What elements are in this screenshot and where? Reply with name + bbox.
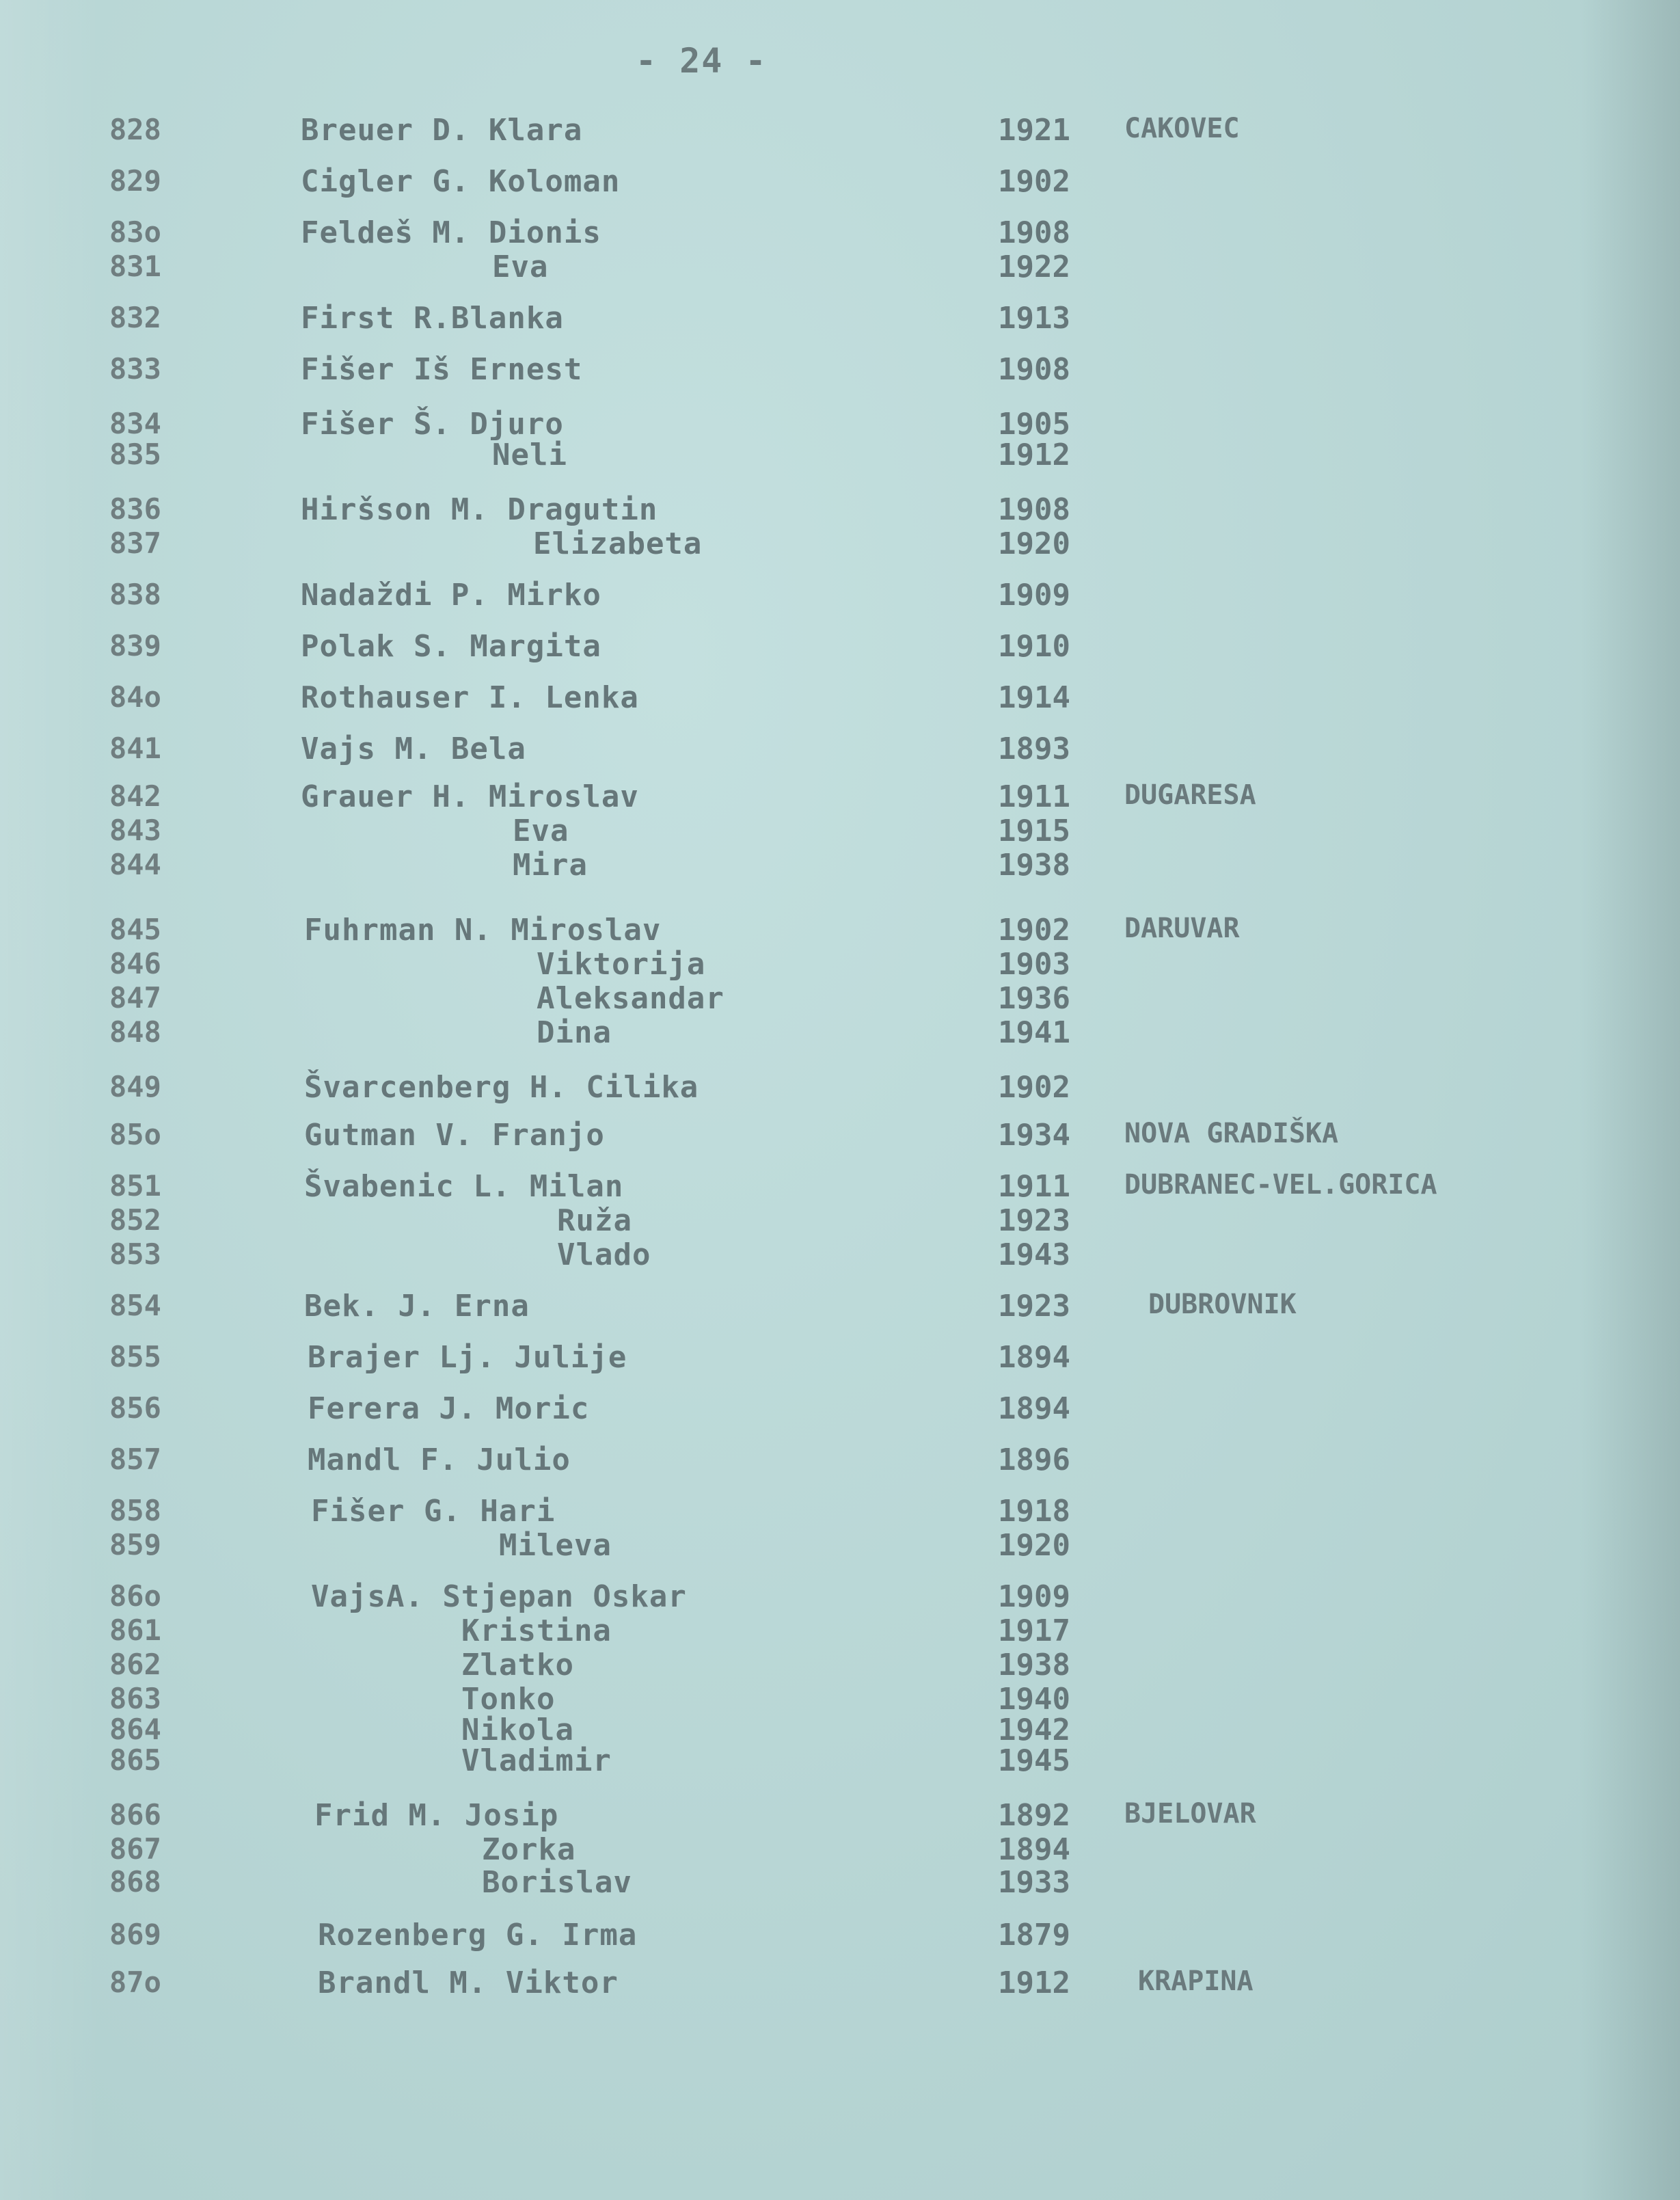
entry-name: Polak S. Margita [301, 629, 601, 664]
entry-name: First R.Blanka [301, 301, 564, 336]
entry-number: 868 [109, 1865, 161, 1899]
entry-place: DUGARESA [1124, 779, 1256, 811]
entry-name: Kristina [461, 1613, 612, 1648]
entry-year: 1894 [998, 1832, 1070, 1867]
list-item [0, 1391, 1680, 1439]
entry-name: Hiršson M. Dragutin [301, 492, 658, 527]
entry-name: Eva [492, 250, 549, 284]
entry-year: 1917 [998, 1613, 1070, 1648]
entry-year: 1908 [998, 215, 1070, 250]
entry-name: Aleksandar [537, 981, 724, 1016]
entry-year: 1940 [998, 1682, 1070, 1717]
entry-name: Rothauser I. Lenka [301, 680, 639, 715]
entry-name: Zlatko [461, 1648, 574, 1682]
entry-name: Dina [537, 1015, 612, 1050]
entry-number: 835 [109, 438, 161, 471]
entry-year: 1933 [998, 1865, 1070, 1900]
entry-name: Viktorija [537, 947, 706, 982]
entry-number: 832 [109, 301, 161, 334]
entry-year: 1912 [998, 1966, 1070, 2000]
entry-year: 1913 [998, 301, 1070, 336]
list-item [0, 1070, 1680, 1118]
entry-number: 831 [109, 250, 161, 283]
list-item [0, 1237, 1680, 1285]
entry-name: Mileva [499, 1528, 612, 1563]
entry-year: 1902 [998, 913, 1070, 948]
entry-number: 848 [109, 1015, 161, 1049]
entry-number: 83o [109, 215, 161, 249]
entry-year: 1894 [998, 1391, 1070, 1426]
entry-year: 1912 [998, 438, 1070, 472]
entry-number: 852 [109, 1203, 161, 1237]
list-item [0, 1966, 1680, 2013]
entry-year: 1903 [998, 947, 1070, 982]
entry-place: KRAPINA [1138, 1966, 1254, 1997]
list-item [0, 629, 1680, 677]
entry-number: 828 [109, 113, 161, 146]
entry-name: Frid M. Josip [314, 1798, 559, 1833]
entry-year: 1943 [998, 1237, 1070, 1272]
entry-year: 1918 [998, 1494, 1070, 1529]
entry-number: 836 [109, 492, 161, 526]
entry-name: Breuer D. Klara [301, 113, 583, 148]
list-item [0, 680, 1680, 728]
entry-number: 829 [109, 164, 161, 198]
entry-number: 862 [109, 1648, 161, 1681]
entry-name: Fišer Š. Djuro [301, 407, 564, 442]
entry-year: 1923 [998, 1203, 1070, 1238]
list-item [0, 1528, 1680, 1576]
entry-name: VajsA. Stjepan Oskar [311, 1579, 687, 1614]
entry-number: 854 [109, 1289, 161, 1322]
entry-number: 842 [109, 779, 161, 813]
entry-number: 855 [109, 1340, 161, 1373]
entry-year: 1938 [998, 848, 1070, 883]
entry-number: 87o [109, 1966, 161, 1999]
entry-number: 851 [109, 1169, 161, 1203]
entry-name: Švarcenberg H. Cilika [304, 1070, 699, 1105]
entry-year: 1922 [998, 250, 1070, 284]
entry-name: Nadaždi P. Mirko [301, 578, 601, 613]
entry-year: 1911 [998, 779, 1070, 814]
entry-name: Ferera J. Moric [308, 1391, 590, 1426]
entry-year: 1936 [998, 981, 1070, 1016]
list-item [0, 301, 1680, 349]
entry-year: 1879 [998, 1918, 1070, 1953]
entry-name: Brandl M. Viktor [318, 1966, 619, 2000]
entry-number: 843 [109, 814, 161, 847]
entry-year: 1915 [998, 814, 1070, 848]
entry-name: Mira [513, 848, 588, 883]
entry-number: 833 [109, 352, 161, 386]
list-item [0, 113, 1680, 161]
entry-number: 869 [109, 1918, 161, 1951]
entry-year: 1911 [998, 1169, 1070, 1204]
entry-place: CAKOVEC [1124, 113, 1240, 144]
entry-number: 859 [109, 1528, 161, 1561]
entry-number: 838 [109, 578, 161, 611]
entry-year: 1902 [998, 164, 1070, 199]
entry-name: Švabenic L. Milan [304, 1169, 624, 1204]
entry-year: 1905 [998, 407, 1070, 442]
entry-number: 856 [109, 1391, 161, 1425]
entry-name: Brajer Lj. Julije [308, 1340, 627, 1375]
entry-year: 1896 [998, 1443, 1070, 1477]
entry-year: 1942 [998, 1713, 1070, 1747]
entry-place: DUBROVNIK [1148, 1289, 1297, 1320]
entry-year: 1938 [998, 1648, 1070, 1682]
list-item [0, 352, 1680, 400]
entry-number: 861 [109, 1613, 161, 1647]
entry-name: Fuhrman N. Miroslav [304, 913, 662, 948]
entry-name: Borislav [482, 1865, 632, 1900]
entry-year: 1902 [998, 1070, 1070, 1105]
entry-year: 1921 [998, 113, 1070, 148]
entry-number: 853 [109, 1237, 161, 1271]
entry-number: 841 [109, 732, 161, 765]
entry-year: 1910 [998, 629, 1070, 664]
entry-year: 1923 [998, 1289, 1070, 1324]
entry-name: Vlado [557, 1237, 651, 1272]
entry-name: Tonko [461, 1682, 556, 1717]
entry-year: 1914 [998, 680, 1070, 715]
entry-name: Vajs M. Bela [301, 732, 526, 766]
entry-name: Rozenberg G. Irma [318, 1918, 638, 1953]
list-item [0, 438, 1680, 485]
list-item [0, 1289, 1680, 1337]
entry-place: DARUVAR [1124, 913, 1240, 944]
entry-year: 1909 [998, 578, 1070, 613]
entry-number: 866 [109, 1798, 161, 1832]
entry-number: 86o [109, 1579, 161, 1613]
entry-number: 863 [109, 1682, 161, 1715]
entry-year: 1934 [998, 1118, 1070, 1153]
entry-number: 834 [109, 407, 161, 440]
entry-year: 1941 [998, 1015, 1070, 1050]
list-item [0, 526, 1680, 574]
entry-number: 865 [109, 1743, 161, 1777]
list-item [0, 164, 1680, 212]
entry-number: 844 [109, 848, 161, 881]
entry-number: 846 [109, 947, 161, 980]
list-item [0, 578, 1680, 626]
entry-year: 1945 [998, 1743, 1070, 1778]
entry-place: BJELOVAR [1124, 1798, 1256, 1829]
entry-name: Ruža [557, 1203, 632, 1238]
entry-year: 1909 [998, 1579, 1070, 1614]
entry-number: 85o [109, 1118, 161, 1151]
list-item [0, 1340, 1680, 1388]
list-item [0, 1118, 1680, 1166]
list-item [0, 1865, 1680, 1913]
entry-year: 1892 [998, 1798, 1070, 1833]
entry-name: Grauer H. Miroslav [301, 779, 639, 814]
entry-number: 864 [109, 1713, 161, 1746]
list-item [0, 1918, 1680, 1966]
entry-year: 1908 [998, 352, 1070, 387]
entry-name: Fišer Iš Ernest [301, 352, 583, 387]
entry-year: 1894 [998, 1340, 1070, 1375]
entry-year: 1893 [998, 732, 1070, 766]
entry-name: Vladimir [461, 1743, 612, 1778]
entry-name: Elizabeta [533, 526, 703, 561]
entry-name: Gutman V. Franjo [304, 1118, 605, 1153]
entry-number: 867 [109, 1832, 161, 1866]
list-item [0, 732, 1680, 779]
entry-name: Eva [513, 814, 569, 848]
entry-number: 845 [109, 913, 161, 946]
entry-number: 858 [109, 1494, 161, 1527]
entry-number: 84o [109, 680, 161, 714]
entry-year: 1920 [998, 1528, 1070, 1563]
list-item [0, 250, 1680, 297]
entry-name: Neli [492, 438, 567, 472]
entry-name: Cigler G. Koloman [301, 164, 621, 199]
list-item [0, 1015, 1680, 1063]
entry-name: Feldeš M. Dionis [301, 215, 601, 250]
entry-number: 839 [109, 629, 161, 662]
entry-place: NOVA GRADIŠKA [1124, 1118, 1339, 1149]
entry-number: 837 [109, 526, 161, 560]
entry-place: DUBRANEC-VEL.GORICA [1124, 1169, 1437, 1200]
entry-number: 847 [109, 981, 161, 1015]
entry-number: 849 [109, 1070, 161, 1103]
list-item [0, 1443, 1680, 1490]
entry-name: Bek. J. Erna [304, 1289, 530, 1324]
entry-year: 1920 [998, 526, 1070, 561]
entry-name: Fišer G. Hari [311, 1494, 556, 1529]
list-item [0, 1743, 1680, 1791]
entry-year: 1908 [998, 492, 1070, 527]
entry-name: Nikola [461, 1713, 574, 1747]
page-number: - 24 - [636, 41, 768, 81]
entry-number: 857 [109, 1443, 161, 1476]
entry-name: Zorka [482, 1832, 576, 1867]
entry-name: Mandl F. Julio [308, 1443, 571, 1477]
list-item [0, 848, 1680, 896]
